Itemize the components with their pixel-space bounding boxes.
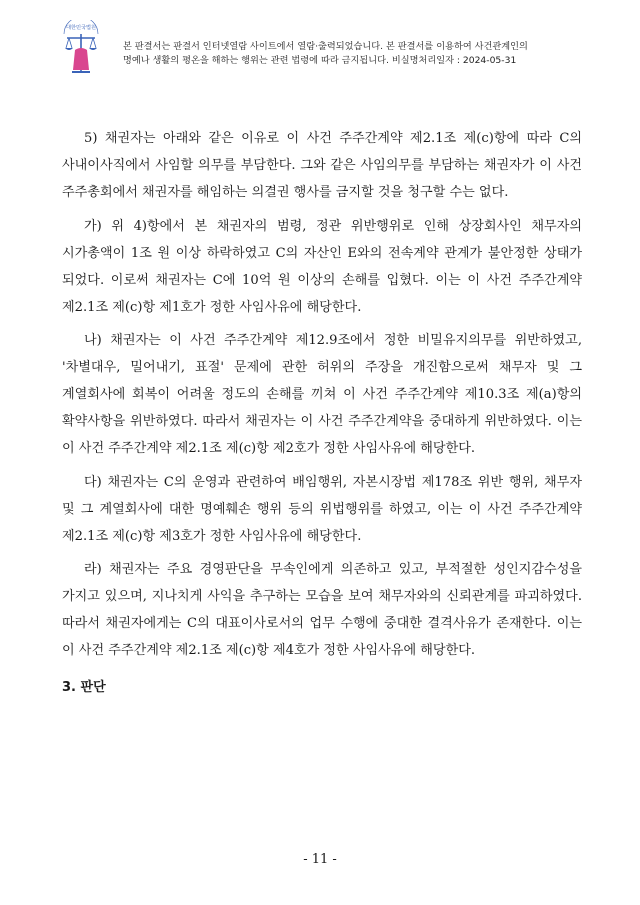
paragraph-da: 다) 채권자는 C의 운영과 관련하여 배임행위, 자본시장법 제178조 위반 행위, 채무자 및 그 계열회사에 대한 명예훼손 행위 등의 위법행위를 하였고, 이는 이 사건 주주간계약 제2.1조 제(c)항 제3호가 정한 사임사유에 해당한다. [62,474,582,544]
section-heading: 3. 판단 [62,680,106,695]
court-logo-icon [58,20,104,76]
document-body [62,125,582,701]
svg-text:대한민국법원: 대한민국법원 [65,25,97,31]
paragraph-na: 나) 채권자는 이 사건 주주간계약 제12.9조에서 정한 비밀유지의무를 위반하였고, '차별대우, 밀어내기, 표절' 문제에 관한 허위의 주장을 개진함으로써 채무자 및 그 계열회사에 회복이 어려울 정도의 손해를 끼쳐 이 사건 주주간계약 제10.3조 제(a)항의 확약사항을 위반하였다. 따라서 채권자는 이 사건 주주간계약을 중대하게 위반하였다. 이는 이 사건 주주간계약 제2.1조 제(c)항 제2호가 정한 사임사유에 해당한다. [62,333,582,456]
paragraph-ga: 가) 위 4)항에서 본 채권자의 범령, 정관 위반행위로 인해 상장회사인 채무자의 시가총액이 1조 원 이상 하락하였고 C의 자산인 E와의 전속계약 관계가 불안정한 상태가 되었다. 이로써 채권자는 C에 10억 원 이상의 손해를 입혔다. 이는 이 사건 주주간계약 제2.1조 제(c)항 제1호가 정한 사임사유에 해당한다. [62,218,582,315]
page-number: - 11 - [303,852,337,867]
page-header [0,0,640,80]
notice-line-1: 본 판결서는 판결서 인터넷열람 사이트에서 열람·출력되었습니다. 본 판결서를 이용하여 사건관계인의 [123,41,528,52]
notice-line-2: 명예나 생활의 평온을 해하는 행위는 관련 법령에 따라 금지됩니다. 비실명처리일자 : 2024-05-31 [123,55,517,66]
paragraph-5: 5) 채권자는 아래와 같은 이유로 이 사건 주주간계약 제2.1조 제(c)항에 따라 C의 사내이사직에서 사임할 의무를 부담한다. 그와 같은 사임의무를 부담하는 채권자가 이 사건 주주총회에서 채권자를 해임하는 의결권 행사를 금지할 것을 청구할 수는 없다. [62,131,582,200]
paragraph-ra: 라) 채권자는 주요 경영판단을 무속인에게 의존하고 있고, 부적절한 성인지감수성을 가지고 있으며, 지나치게 사익을 추구하는 모습을 보여 채무자와의 신뢰관계를 파괴하였다. 따라서 채권자에게는 C의 대표이사로서의 업무 수행에 중대한 결격사유가 존재한다. 이는 이 사건 주주간계약 제2.1조 제(c)항 제4호가 정한 사임사유에 해당한다. [62,562,582,658]
viewing-notice [123,40,623,68]
